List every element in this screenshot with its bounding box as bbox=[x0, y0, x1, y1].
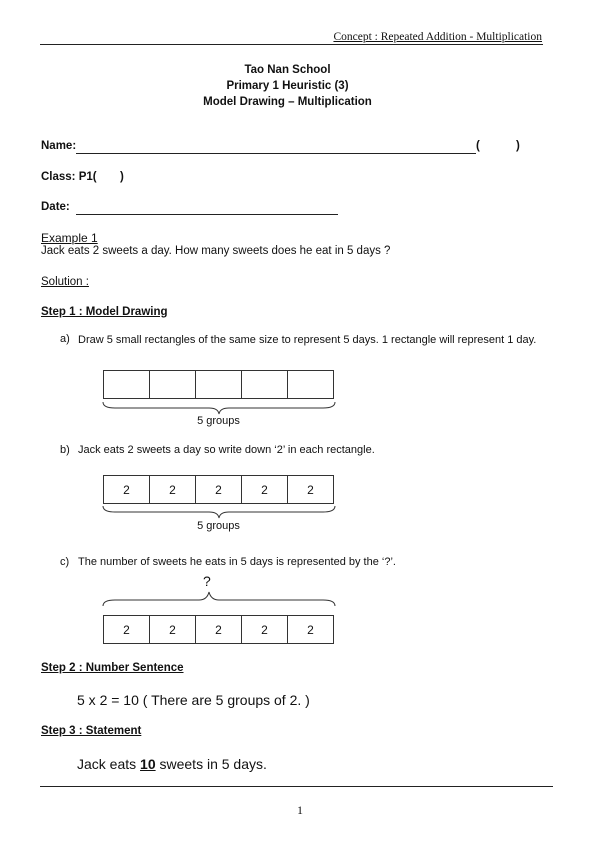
brace-under-a bbox=[101, 400, 337, 416]
empty-rectangles-row bbox=[103, 370, 333, 399]
filled-rectangles-row-b bbox=[103, 475, 333, 504]
example-heading: Example 1 bbox=[41, 231, 98, 245]
question-mark: ? bbox=[203, 573, 211, 589]
rectangle-value: 2 bbox=[241, 475, 288, 504]
topic-title: Model Drawing – Multiplication bbox=[203, 96, 372, 108]
step1-a-marker: a) bbox=[60, 333, 70, 345]
statement-pre: Jack eats bbox=[77, 756, 141, 772]
level-title: Primary 1 Heuristic (3) bbox=[226, 80, 349, 92]
rectangle-value: 2 bbox=[287, 475, 334, 504]
name-bracket-open: ( bbox=[476, 140, 480, 152]
empty-rectangle bbox=[241, 370, 288, 399]
step1-b-text: Jack eats 2 sweets a day so write down ‘2’ in each rectangle. bbox=[78, 444, 375, 456]
page-number: 1 bbox=[297, 803, 303, 817]
rectangle-value: 2 bbox=[149, 615, 196, 644]
school-name: Tao Nan School bbox=[244, 64, 331, 76]
date-field[interactable] bbox=[76, 214, 338, 215]
step1-heading: Step 1 : Model Drawing bbox=[41, 306, 168, 318]
empty-rectangle bbox=[149, 370, 196, 399]
name-label: Name: bbox=[41, 140, 77, 152]
rectangle-value: 2 bbox=[103, 615, 150, 644]
footer-divider bbox=[40, 786, 553, 787]
step3-heading: Step 3 : Statement bbox=[41, 725, 142, 737]
rectangle-value: 2 bbox=[241, 615, 288, 644]
rectangle-value: 2 bbox=[149, 475, 196, 504]
rectangle-value: 2 bbox=[195, 475, 242, 504]
statement-post: sweets in 5 days. bbox=[155, 756, 267, 772]
filled-rectangles-row-c bbox=[103, 615, 333, 644]
solution-label: Solution : bbox=[41, 276, 89, 288]
step1-b-marker: b) bbox=[60, 444, 70, 456]
rectangle-value: 2 bbox=[103, 475, 150, 504]
header-divider bbox=[40, 44, 543, 45]
rectangle-value: 2 bbox=[195, 615, 242, 644]
step1-a-text: Draw 5 small rectangles of the same size to represent 5 days. 1 rectangle will represent 1 day. bbox=[78, 334, 537, 346]
rectangle-value: 2 bbox=[287, 615, 334, 644]
empty-rectangle bbox=[103, 370, 150, 399]
class-bracket-close: ) bbox=[120, 171, 124, 183]
empty-rectangle bbox=[195, 370, 242, 399]
name-bracket-close: ) bbox=[516, 140, 520, 152]
date-label: Date: bbox=[41, 201, 70, 213]
step1-c-marker: c) bbox=[60, 556, 70, 568]
class-label: Class: P1( bbox=[41, 171, 97, 183]
brace-over-c bbox=[101, 590, 337, 608]
step1-c-text: The number of sweets he eats in 5 days is represented by the ‘?’. bbox=[78, 556, 396, 568]
name-field[interactable] bbox=[76, 153, 476, 154]
concept-header: Concept : Repeated Addition - Multiplication bbox=[333, 31, 542, 43]
number-sentence: 5 x 2 = 10 ( There are 5 groups of 2. ) bbox=[77, 692, 310, 708]
empty-rectangle bbox=[287, 370, 334, 399]
groups-label-a: 5 groups bbox=[197, 415, 240, 427]
step2-heading: Step 2 : Number Sentence bbox=[41, 662, 184, 674]
groups-label-b: 5 groups bbox=[197, 520, 240, 532]
statement bbox=[77, 756, 267, 772]
brace-under-b bbox=[101, 504, 337, 520]
example-question: Jack eats 2 sweets a day. How many sweets does he eat in 5 days ? bbox=[41, 245, 391, 257]
statement-answer: 10 bbox=[140, 756, 156, 772]
